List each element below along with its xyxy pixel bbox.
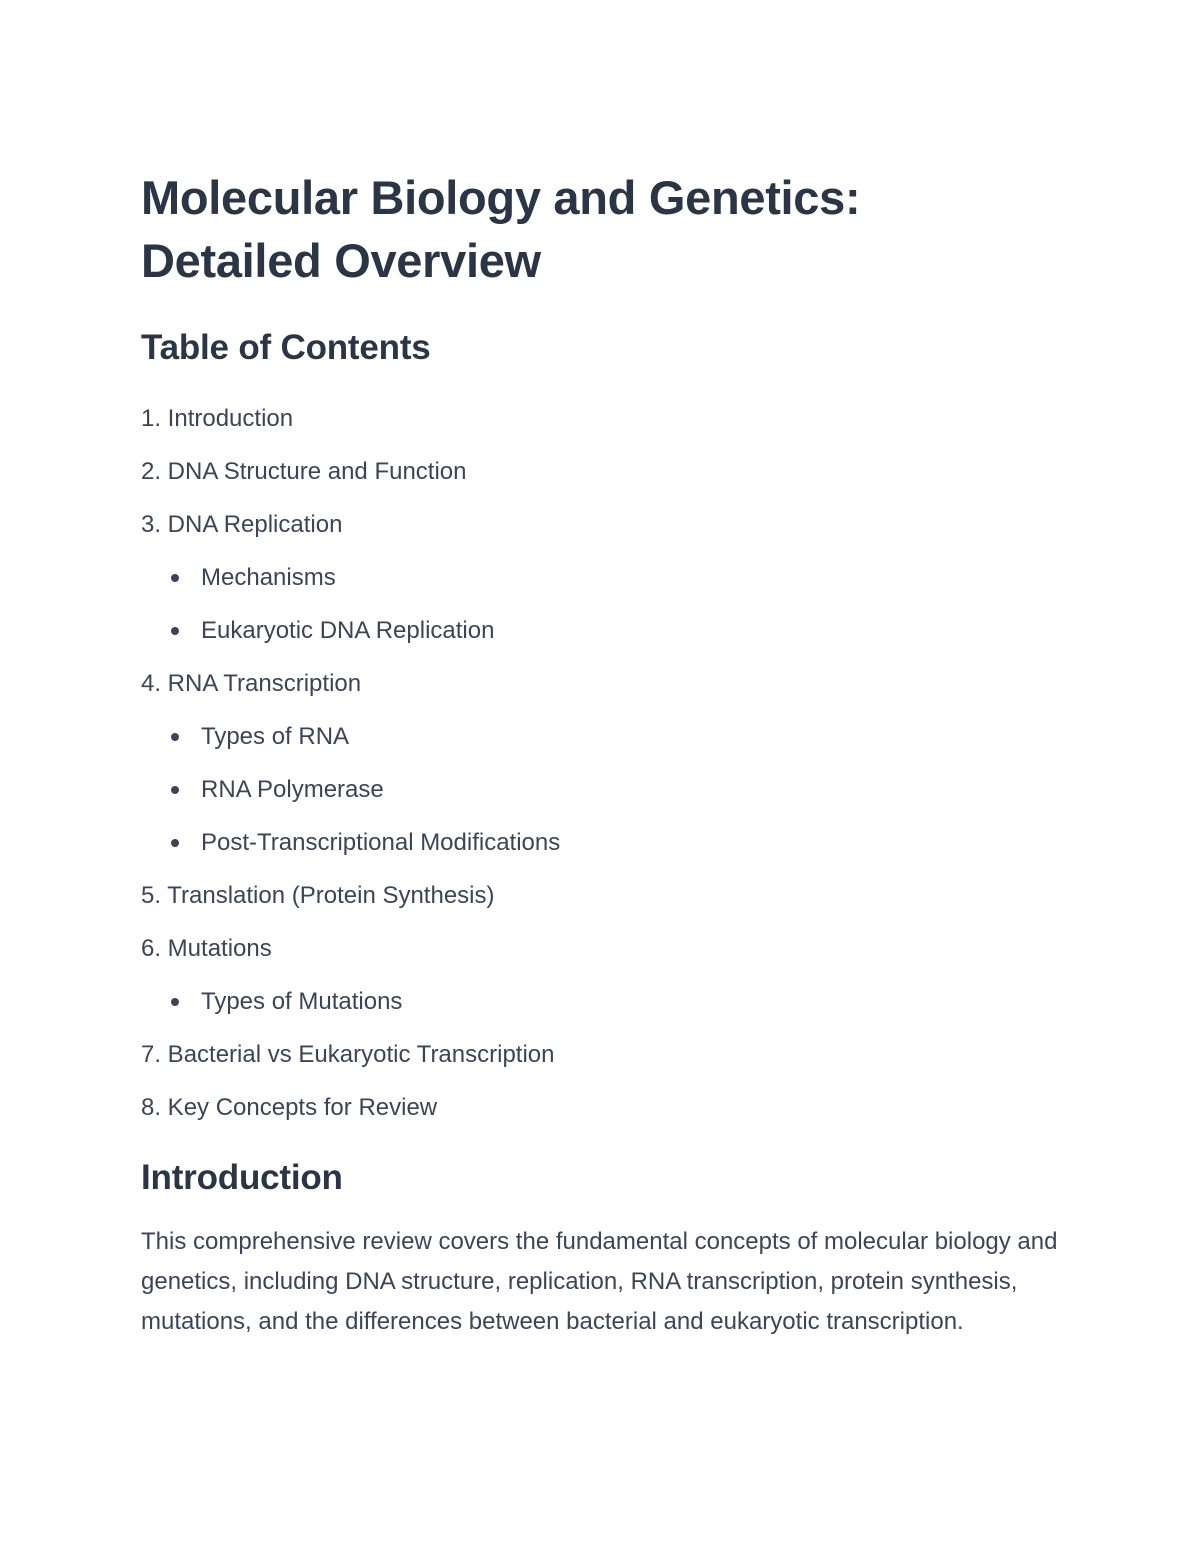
toc-subitem[interactable] (141, 551, 1071, 604)
document-page (141, 166, 1071, 1342)
introduction-paragraph: This comprehensive review covers the fundamental concepts of molecular biology and genetics, including DNA structure, replication, RNA transcription, protein synthesis, mutations, and the differences between bacterial and eukaryotic transcription. (141, 1228, 1058, 1335)
introduction-heading: Introduction (141, 1158, 343, 1197)
toc-subitem[interactable] (141, 710, 1071, 763)
toc-subitem[interactable] (141, 975, 1071, 1028)
toc-subitem[interactable] (141, 816, 1071, 869)
toc-item-label: 1. Introduction (141, 405, 294, 432)
bullet-icon (171, 574, 179, 582)
toc-item-label: 2. DNA Structure and Function (141, 458, 467, 485)
toc-subitem-label: RNA Polymerase (201, 776, 384, 803)
bullet-icon (171, 733, 179, 741)
toc-item[interactable] (141, 1081, 1071, 1134)
toc-item[interactable] (141, 445, 1071, 498)
bullet-icon (171, 627, 179, 635)
document-title-line-2: Detailed Overview (141, 234, 541, 287)
toc-subitem-label: Post-Transcriptional Modifications (201, 829, 561, 856)
toc-subitem[interactable] (141, 763, 1071, 816)
document-title-line-1: Molecular Biology and Genetics: (141, 171, 861, 224)
toc-item-label: 6. Mutations (141, 935, 272, 962)
table-of-contents (141, 392, 1071, 1134)
toc-item-label: 4. RNA Transcription (141, 670, 362, 697)
toc-item[interactable] (141, 869, 1071, 922)
document-title (141, 166, 1071, 292)
toc-subitem[interactable] (141, 604, 1071, 657)
toc-item[interactable] (141, 922, 1071, 975)
toc-subitem-label: Eukaryotic DNA Replication (201, 617, 495, 644)
toc-item-label: 7. Bacterial vs Eukaryotic Transcription (141, 1041, 555, 1068)
toc-item-label: 8. Key Concepts for Review (141, 1094, 438, 1121)
bullet-icon (171, 839, 179, 847)
toc-item[interactable] (141, 1028, 1071, 1081)
toc-item[interactable] (141, 498, 1071, 551)
toc-subitem-label: Mechanisms (201, 564, 336, 591)
toc-heading: Table of Contents (141, 328, 431, 367)
toc-item[interactable] (141, 657, 1071, 710)
bullet-icon (171, 786, 179, 794)
toc-subitem-label: Types of Mutations (201, 988, 403, 1015)
toc-item-label: 5. Translation (Protein Synthesis) (141, 882, 495, 909)
toc-subitem-label: Types of RNA (201, 723, 350, 750)
bullet-icon (171, 998, 179, 1006)
toc-item[interactable] (141, 392, 1071, 445)
toc-item-label: 3. DNA Replication (141, 511, 343, 538)
